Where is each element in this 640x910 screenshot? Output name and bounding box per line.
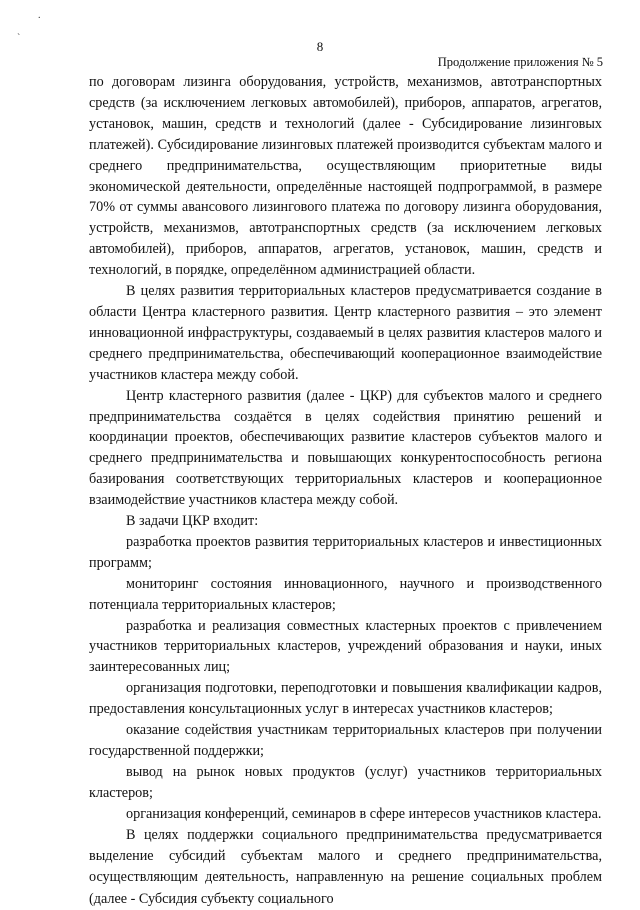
paragraph: В задачи ЦКР входит: (126, 513, 259, 530)
scan-mark: . (38, 10, 41, 21)
page-number: 8 (316, 39, 324, 54)
list-item: оказание содействия участникам территориальных кластеров при получении государственной поддержки; (89, 722, 602, 759)
running-header: Продолжение приложения № 5 (437, 55, 603, 69)
list-item: организация конференций, семинаров в сфере интересов участников кластера. (126, 805, 602, 822)
list-item: разработка проектов развития территориальных кластеров и инвестиционных программ; (89, 533, 602, 571)
list-item: мониторинг состояния инновационного, научного и производственного потенциала территориальных кластеров; (89, 575, 602, 613)
paragraph: В целях поддержки социального предпринимательства предусматривается выделение субсидий субъектам малого и среднего предпринимательства, осуществляющим деятельность, направленную на решение социальных проблем (далее - Субсидия субъекту социального (89, 826, 602, 907)
body-text (89, 72, 602, 910)
list-item: разработка и реализация совместных кластерных проектов с привлечением участников территориальных кластеров, учреждений образования и науки, иных заинтересованных лиц; (89, 617, 602, 676)
paragraph: В целях развития территориальных кластеров предусматривается создание в области Центра кластерного развития. Центр кластерного развития – это элемент инновационной инфраструктуры, создаваемый в целях развития кластеров малого и среднего предпринимательства, обеспечивающий кооперационное взаимодействие участников кластера между собой. (89, 283, 602, 383)
scan-mark: ` (17, 33, 21, 44)
list-item: вывод на рынок новых продуктов (услуг) участников территориальных кластеров; (89, 763, 602, 801)
list-item: организация подготовки, переподготовки и повышения квалификации кадров, предоставления консультационных услуг в интересах участников кластеров; (89, 680, 602, 718)
paragraph: Центр кластерного развития (далее - ЦКР) для субъектов малого и среднего предпринимательства создаётся в целях содействия принятию решений и координации проектов, обеспечивающих развитие кластеров субъектов малого и среднего предпринимательства и повышающих конкурентоспособность региона базирования соответствующих территориальных кластеров и кооперационное взаимодействие участников кластера между собой. (89, 387, 602, 509)
paragraph: по договорам лизинга оборудования, устройств, механизмов, автотранспортных средств (за исключением легковых автомобилей), приборов, аппаратов, агрегатов, установок, машин, средств и технологий (далее - Субсидирование лизинговых платежей). Субсидирование лизинговых платежей производится субъектам малого и среднего предпринимательства, осуществляющим приоритетные виды экономической деятельности, определённые настоящей подпрограммой, в размере 70% от суммы авансового лизингового платежа по договору лизинга оборудования, устройств, механизмов, автотранспортных средств (за исключением легковых автомобилей), приборов, аппаратов, агрегатов, установок, машин, средств и технологий, в порядке, определённом администрацией области. (89, 74, 602, 279)
